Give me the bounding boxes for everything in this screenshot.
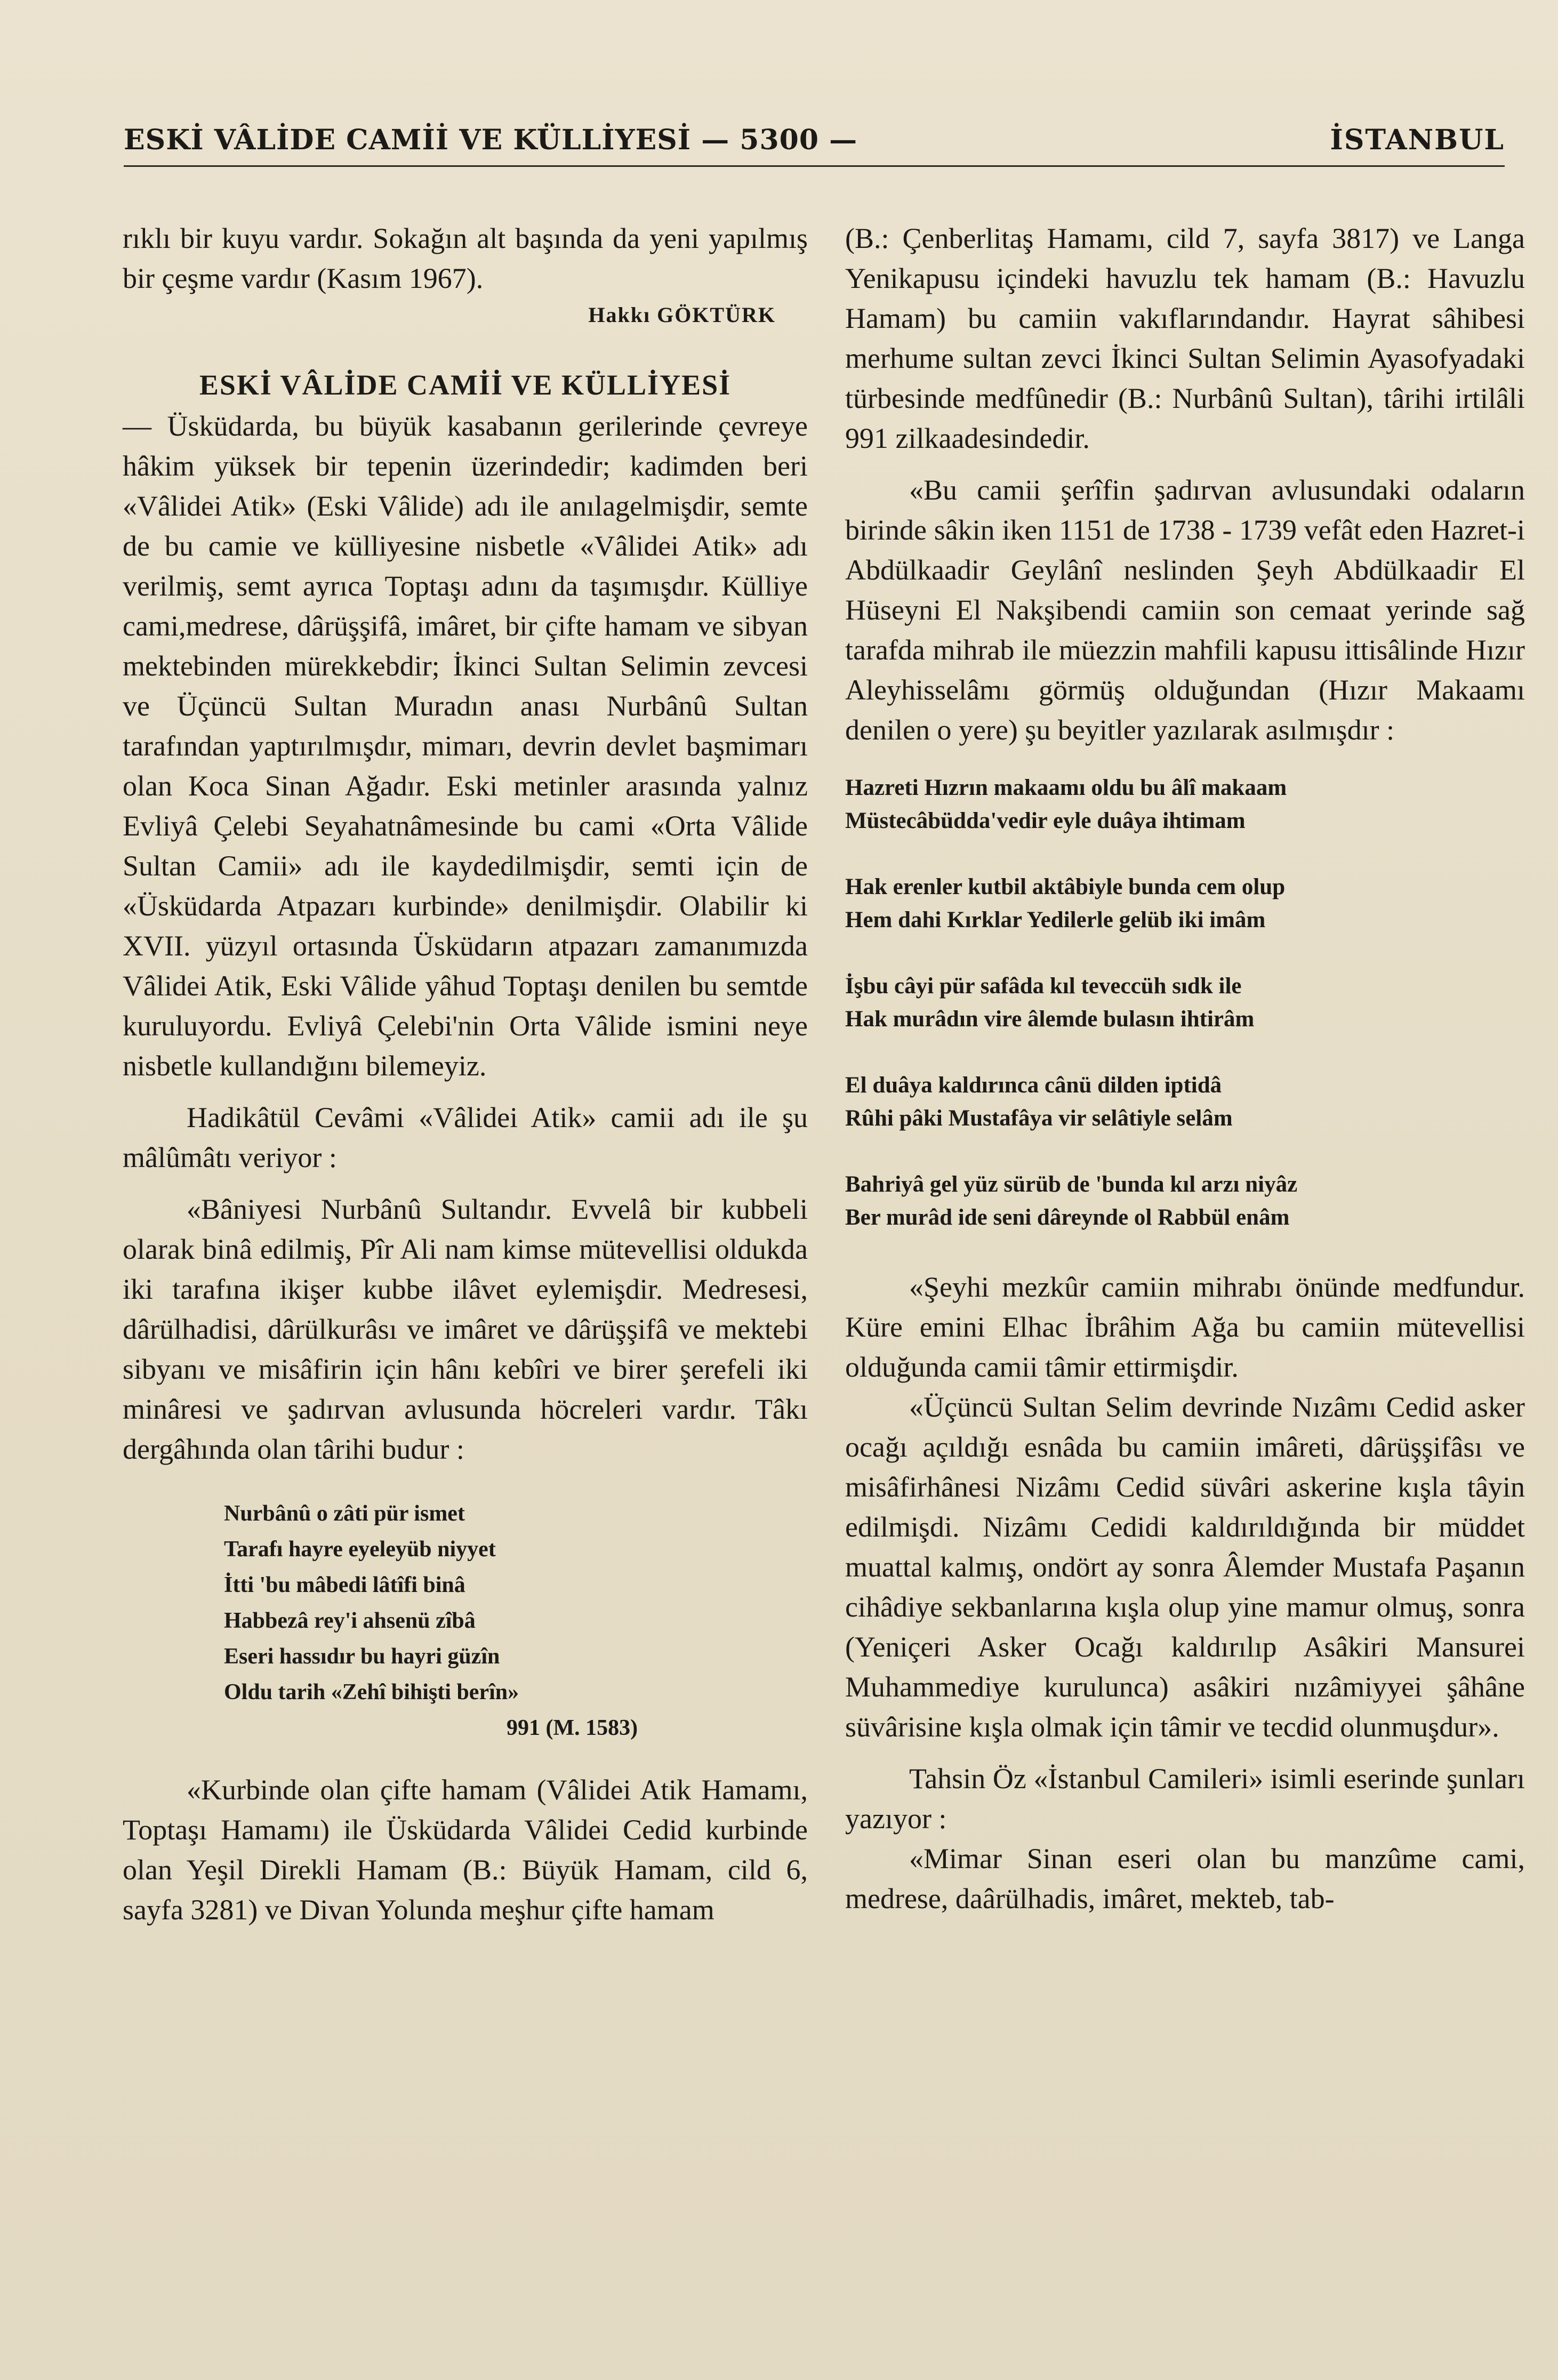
entry-body: — Üsküdarda, bu büyük kasabanın gerilerinde çevreye hâkim yüksek bir tepenin üzerindedir; kadimden beri «Vâlidei Atik» (Eski Vâlide) adı ile anılagelmişdir, semte de bu camie ve külliyesine nisbetle «Vâlidei Atik» adı verilmiş, semt ayrıca Toptaşı adını da taşımışdır. Külliye cami,medrese, dârüşşifâ, imâret, bir çifte hamam ve sibyan mektebinden mürekkebdir; İkinci Sultan Selimin zevcesi ve Üçüncü Sultan Muradın anası Nurbânû Sultan tarafından yaptırılmışdır, mimarı, devrin devlet başmimarı olan Koca Sinan Ağadır. Eski metinler arasında yalnız Evliyâ Çelebi Seyahatnâmesinde bu cami «Orta Vâlide Sultan Camii» adı ile kaydedilmişdir, semti için de «Üsküdarda Atpazarı kurbinde» denilmişdir. Olabilir ki XVII. yüzyıl ortasında Üsküdarın atpazarı zamanımızda Vâlidei Atik, Eski Vâlide yâhud Toptaşı denilen bu semtde kuruluyordu. Evliyâ Çelebi'nin Orta Vâlide ismini neye nisbetle kullandığını bilemeyiz.	[123, 410, 808, 1082]
couplet-line: El duâya kaldırınca cânü dilden iptidâ	[845, 1073, 1222, 1098]
couplet	[845, 1069, 1525, 1135]
tahsin-paragraph: Tahsin Öz «İstanbul Camileri» isimli eserinde şunları yazıyor :	[845, 1763, 1525, 1835]
couplets-block	[845, 771, 1525, 1234]
hadikatul-intro: Hadikâtül Cevâmi «Vâlidei Atik» camii adı ile şu mâlûmâtı veriyor :	[123, 1101, 808, 1173]
serifin-paragraph: «Bu camii şerîfin şadırvan avlusundaki odaların birinde sâkin iken 1151 de 1738 - 1739 vefât eden Hazret-i Abdülkaadir Geylânî neslinden Şeyh Abdülkaadir El Hüseyni El Nakşibendi camiin son cemaat yerinde sağ tarafda mihrab ile müezzin mahfili kapusu ittisâlinde Hızır Aleyhisselâmı görmüş olduğundan (Hızır Makaamı denilen o yere) şu beyitler yazılarak asılmışdır :	[845, 474, 1525, 746]
verse-line: Nurbânû o zâti pür ismet	[224, 1501, 465, 1526]
couplet	[845, 970, 1525, 1036]
mihrab-paragraph: «Şeyhi mezkûr camiin mihrabı önünde medfundur. Küre emini Elhac İbrâhim Ağa bu camiin mütevellisi olduğunda camii tâmir ettirmişdir.	[845, 1271, 1525, 1383]
right-column	[845, 219, 1525, 1919]
couplet-line: Ber murâd ide seni dâreynde ol Rabbül enâm	[845, 1205, 1290, 1230]
verse-line: Oldu tarih «Zehî bihişti berîn»	[224, 1680, 519, 1704]
selim-paragraph: «Üçüncü Sultan Selim devrinde Nızâmı Cedid asker ocağı açıldığı esnâda bu camiin imâreti, dârüşşifâsı ve misâfirhânesi Nizâmı Cedid süvâri askerine kışla tâyin edilmişdi. Nizâmı Cedidi kaldırıldığında bir müddet muattal kalmış, ondört ay sonra Âlemder Mustafa Paşanın cihâdiye sekbanlarına kışla olup yine mamur olmuş, sonra (Yeniçeri Asker Ocağı kaldırılıp Asâkiri Mansurei Muhammediye kurulunca) asâkiri nızâmiyyei şâhâne süvârisine kışla olmak için tâmir ve tecdid olunmuşdur».	[845, 1391, 1525, 1743]
author-signature: Hakkı GÖKTÜRK	[588, 303, 776, 327]
couplet	[845, 771, 1525, 838]
header-rule	[124, 165, 1505, 167]
couplet-line: Bahriyâ gel yüz sürüb de 'bunda kıl arzı niyâz	[845, 1172, 1298, 1197]
couplet	[845, 871, 1525, 937]
entry-title: ESKİ VÂLİDE CAMİİ VE KÜLLİYESİ	[199, 369, 732, 401]
inscription-verse	[224, 1496, 808, 1746]
couplet-line: Hazreti Hızrın makaamı oldu bu âlî makaam	[845, 775, 1287, 800]
couplet	[845, 1168, 1525, 1234]
verse-line: Habbezâ rey'i ahsenü zîbâ	[224, 1609, 476, 1633]
quote-paragraph: «Bâniyesi Nurbânû Sultandır. Evvelâ bir kubbeli olarak binâ edilmiş, Pîr Ali nam kimse mütevellisi oldukda iki tarafına ikişer kubbe ilâvet eylemişdir. Medresesi, dârülhadisi, dârülkurâsı ve imâret ve dârüşşifâ ve mektebi sibyanı ve misâfirin için hânı kebîri ve birer şerefeli iki minâresi ve şadırvan avlusunda höcreleri vardır. Tâkı dergâhında olan târihi budur :	[123, 1193, 808, 1465]
mimar-paragraph: «Mimar Sinan eseri olan bu manzûme cami, medrese, daârülhadis, imâret, mekteb, tab-	[845, 1843, 1525, 1915]
kurbinde-paragraph: «Kurbinde olan çifte hamam (Vâlidei Atik Hamamı, Toptaşı Hamamı) ile Üsküdarda Vâlidei Cedid kurbinde olan Yeşil Direkli Hamam (B.: Büyük Hamam, cild 6, sayfa 3281) ve Divan Yolunda meşhur çifte hamam	[123, 1774, 808, 1926]
couplet-line: Hak murâdın vire âlemde bulasın ihtirâm	[845, 1007, 1255, 1032]
left-column	[123, 219, 808, 1930]
verse-line: İtti 'bu mâbedi lâtîfi binâ	[224, 1573, 465, 1597]
couplet-line: Hak erenler kutbil aktâbiyle bunda cem olup	[845, 874, 1286, 899]
verse-line: Eseri hassıdır bu hayri güzîn	[224, 1644, 500, 1669]
couplet-line: İşbu câyi pür safâda kıl teveccüh sıdk ile	[845, 974, 1242, 999]
couplet-line: Hem dahi Kırklar Yedilerle gelüb iki imâm	[845, 907, 1266, 932]
verse-date: 991 (M. 1583)	[507, 1716, 638, 1740]
running-head-title: ESKİ VÂLİDE CAMİİ VE KÜLLİYESİ — 5300 —	[124, 124, 858, 156]
intro-paragraph: rıklı bir kuyu vardır. Sokağın alt başında da yeni yapılmış bir çeşme vardır (Kasım 1967).	[123, 222, 808, 294]
running-head-section: İSTANBUL	[1330, 124, 1505, 156]
verse-line: Tarafı hayre eyeleyüb niyyet	[224, 1537, 496, 1562]
couplet-line: Müstecâbüdda'vedir eyle duâya ihtimam	[845, 808, 1246, 833]
continuation-paragraph: (B.: Çenberlitaş Hamamı, cild 7, sayfa 3817) ve Langa Yenikapusu içindeki havuzlu tek hamam (B.: Havuzlu Hamam) bu camiin vakıflarındandır. Hayrat sâhibesi merhume sultan zevci İkinci Sultan Selimin Ayasofyadaki türbesinde medfûnedir (B.: Nurbânû Sultan), târihi irtilâli 991 zilkaadesindedir.	[845, 222, 1525, 454]
couplet-line: Rûhi pâki Mustafâya vir selâtiyle selâm	[845, 1106, 1233, 1131]
running-head	[124, 112, 1505, 165]
